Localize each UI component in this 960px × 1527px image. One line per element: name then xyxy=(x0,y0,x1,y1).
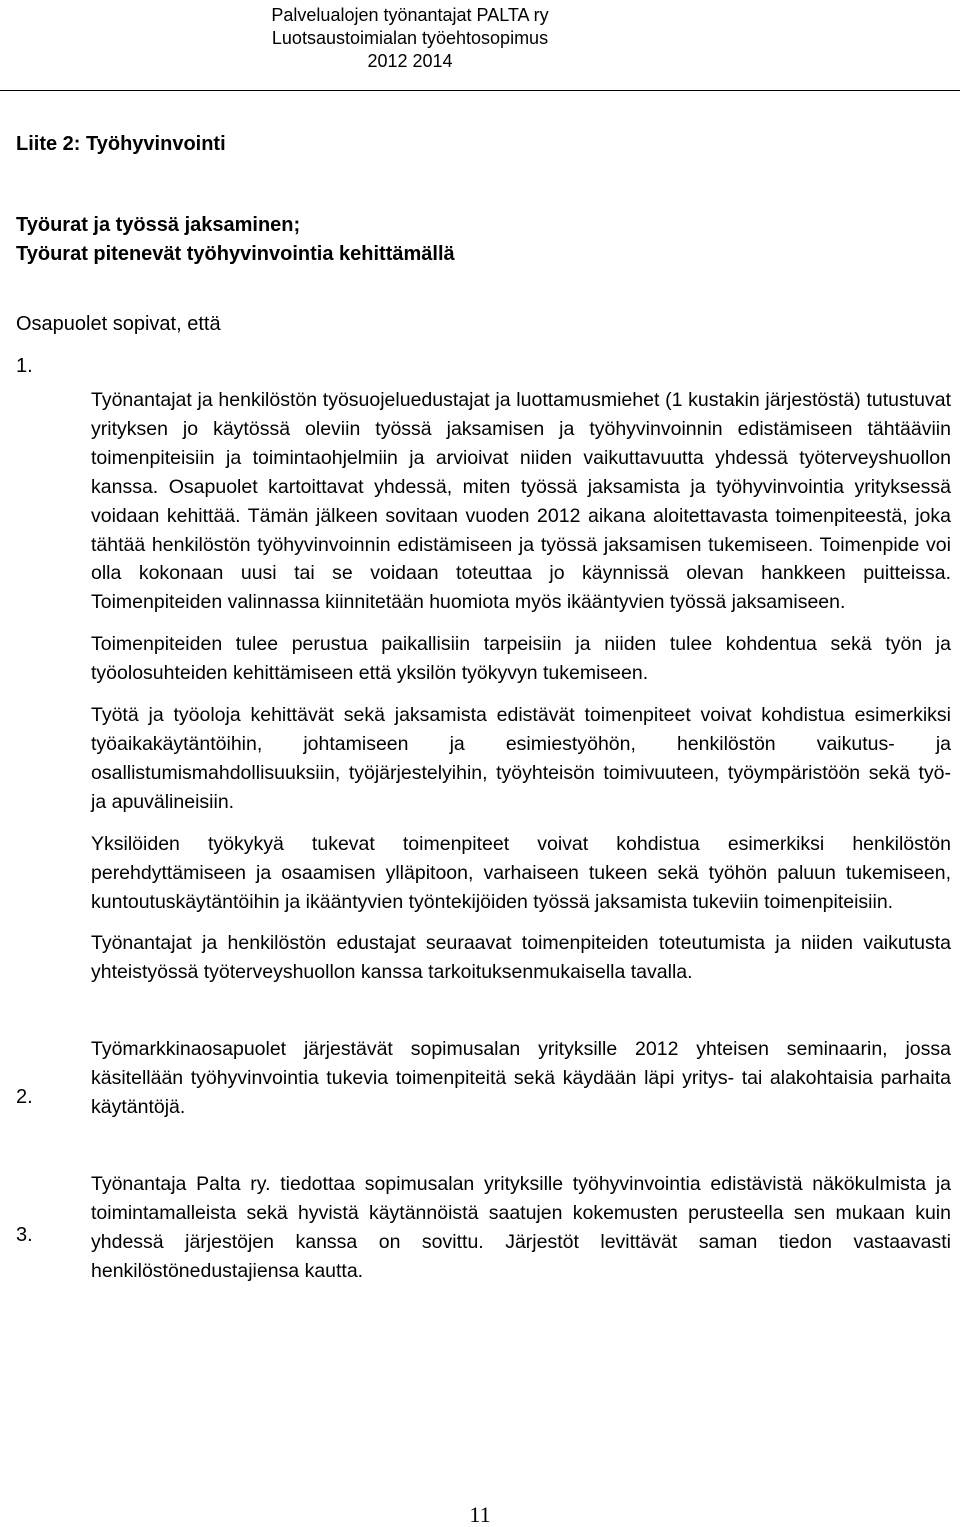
subtitle-line-2: Työurat pitenevät työhyvinvointia kehittämällä xyxy=(16,243,455,265)
paragraph-6: Työmarkkinaosapuolet järjestävät sopimusalan yrityksille 2012 yhteisen seminaarin, jossa käsitellään työhyvinvointia tukevia toimenpiteitä sekä käydään läpi yritys- tai alakohtaisia parhaita käytäntöjä. xyxy=(91,1038,951,1119)
paragraph-7: Työnantaja Palta ry. tiedottaa sopimusalan yrityksille työhyvinvointia edistävistä näkökulmista ja toimintamalleista sekä hyvistä käytännöistä saatujen kokemusten perusteella sen mukaan kuin yhdessä järjestöjen kanssa on sovittu. Järjestöt levittävät saman tiedon vastaavasti henkilöstönedustajiensa kautta. xyxy=(91,1172,951,1282)
page-number: 11 xyxy=(469,1502,491,1527)
header-organization: Palvelualojen työnantajat PALTA ry xyxy=(271,5,549,25)
header-divider xyxy=(0,90,960,91)
appendix-title: Liite 2: Työhyvinvointi xyxy=(16,133,226,155)
intro-text: Osapuolet sopivat, että xyxy=(16,313,221,335)
paragraph-5: Työnantajat ja henkilöstön edustajat seuraavat toimenpiteiden toteutumista ja niiden vaikutusta yhteistyössä työterveyshuollon kanssa tarkoituksenmukaisella tavalla. xyxy=(91,932,951,984)
item-number-1: 1. xyxy=(16,355,33,377)
subtitle-line-1: Työurat ja työssä jaksaminen; xyxy=(16,214,301,236)
item-number-2: 2. xyxy=(16,1086,33,1108)
paragraph-1: Työnantajat ja henkilöstön työsuojeluedustajat ja luottamusmiehet (1 kustakin järjestöstä) tutustuvat yrityksen jo käytössä oleviin työssä jaksamisen ja työhyvinvoinnin edistämiseen tähtääviin toimenpiteisiin ja toimintaohjelmiin ja arvioivat niiden vaikuttavuutta yhdessä työterveyshuollon kanssa. Osapuolet kartoittavat yhdessä, miten työssä jaksamista ja työhyvinvointia yrityksessä voidaan kehittää. Tämän jälkeen sovitaan vuoden 2012 aikana aloitettavasta toimenpiteestä, joka tähtää henkilöstön työhyvinvoinnin edistämiseen ja työssä jaksamisen tukemiseen. Toimenpide voi olla kokonaan uusi tai se voidaan toteuttaa jo käynnissä olevan hankkeen puitteissa. Toimenpiteiden valinnassa kiinnitetään huomiota myös ikääntyvien työssä jaksamiseen. xyxy=(91,389,951,614)
header-agreement: Luotsaustoimialan työehtosopimus xyxy=(271,28,549,48)
paragraph-4: Yksilöiden työkykyä tukevat toimenpiteet voivat kohdistua esimerkiksi henkilöstön perehdyttämiseen ja osaamisen ylläpitoon, varhaiseen tukeen sekä työhön paluun tukemiseen, kuntoutuskäytäntöihin ja ikääntyvien työntekijöiden työssä jaksamista tukeviin toimenpiteisiin. xyxy=(91,832,951,913)
paragraph-3: Työtä ja työoloja kehittävät sekä jaksamista edistävät toimenpiteet voivat kohdistua esimerkiksi työaikakäytäntöihin, johtamiseen ja esimiestyöhön, henkilöstön vaikutus- ja osallistumismahdollisuuksiin, työjärjestelyihin, työyhteisön toimivuuteen, työympäristöön sekä työ- ja apuvälineisiin. xyxy=(91,704,951,813)
item-number-3: 3. xyxy=(16,1224,33,1246)
header-period: 2012 2014 xyxy=(367,51,453,71)
document-body xyxy=(91,386,951,1299)
section-subtitle xyxy=(16,211,455,269)
document-header xyxy=(160,4,660,73)
paragraph-2: Toimenpiteiden tulee perustua paikallisiin tarpeisiin ja niiden tulee kohdentua sekä työn ja työolosuhteiden kehittämiseen että yksilön työkyvyn tukemiseen. xyxy=(91,633,951,685)
